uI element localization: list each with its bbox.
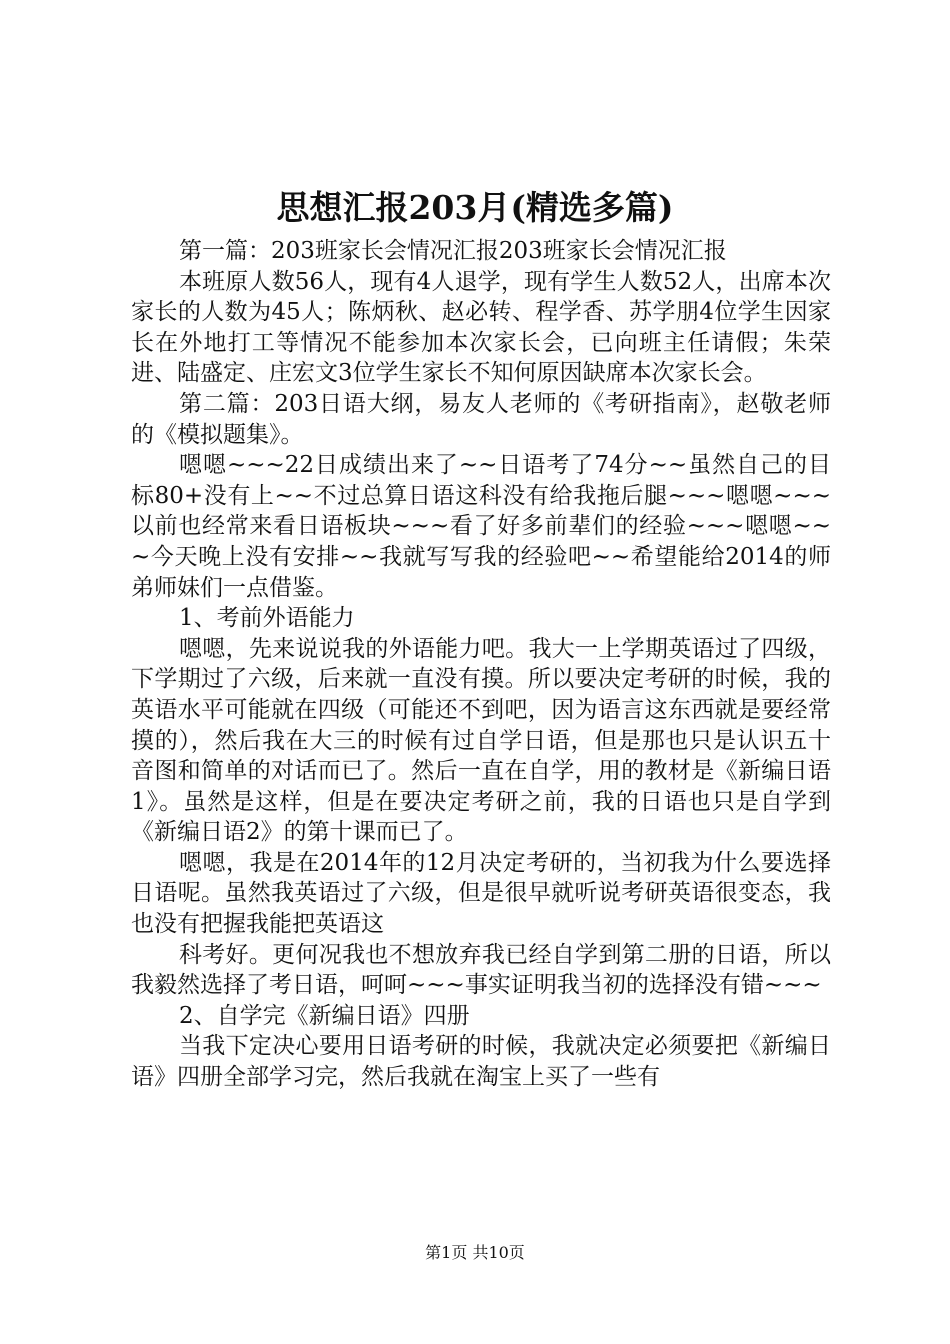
paragraph-2: 本班原人数56人，现有4人退学，现有学生人数52人，出席本次家长的人数为45人；陈炳秋、赵必转、程学香、苏学朋4位学生因家长在外地打工等情况不能参加本次家长会，已向班主任请假；朱荣进、陆盛定、庄宏文3位学生家长不知何原因缺席本次家长会。 [131, 268, 831, 387]
paragraph-7: 科考好。更何况我也不想放弃我已经自学到第二册的日语，所以我毅然选择了考日语，呵呵~~~事实证明我当初的选择没有错~~~ [131, 941, 831, 999]
paragraph-3: 第二篇：203日语大纲，易友人老师的《考研指南》，赵敬老师的《模拟题集》。 [131, 390, 831, 448]
section-heading-2: 2、自学完《新编日语》四册 [179, 1002, 470, 1029]
document-body [131, 236, 831, 1093]
document-title: 思想汇报203月(精选多篇) [276, 188, 674, 227]
paragraph-4: 嗯嗯~~~22日成绩出来了~~日语考了74分~~虽然自己的目标80+没有上~~不过总算日语这科没有给我拖后腿~~~嗯嗯~~~以前也经常来看日语板块~~~看了好多前辈们的经验~~~嗯嗯~~~今天晚上没有安排~~我就写写我的经验吧~~希望能给2014的师弟师妹们一点借鉴。 [131, 452, 831, 601]
paragraph-8: 当我下定决心要用日语考研的时候，我就决定必须要把《新编日语》四册全部学习完，然后我就在淘宝上买了一些有 [131, 1033, 831, 1091]
page-footer: 第1页 共10页 [425, 1243, 525, 1262]
section-heading-1: 1、考前外语能力 [179, 605, 355, 632]
paragraph-1: 第一篇：203班家长会情况汇报203班家长会情况汇报 [179, 238, 727, 264]
paragraph-5: 嗯嗯，先来说说我的外语能力吧。我大一上学期英语过了四级，下学期过了六级，后来就一直没有摸。所以要决定考研的时候，我的英语水平可能就在四级（可能还不到吧，因为语言这东西就是要经常摸的），然后我在大三的时候有过自学日语，但是那也只是认识五十音图和简单的对话而已了。然后一直在自学，用的教材是《新编日语1》。虽然是这样，但是在要决定考研之前，我的日语也只是自学到《新编日语2》的第十课而已了。 [131, 635, 831, 846]
paragraph-6: 嗯嗯，我是在2014年的12月决定考研的，当初我为什么要选择日语呢。虽然我英语过了六级，但是很早就听说考研英语很变态，我也没有把握我能把英语这 [131, 849, 831, 938]
